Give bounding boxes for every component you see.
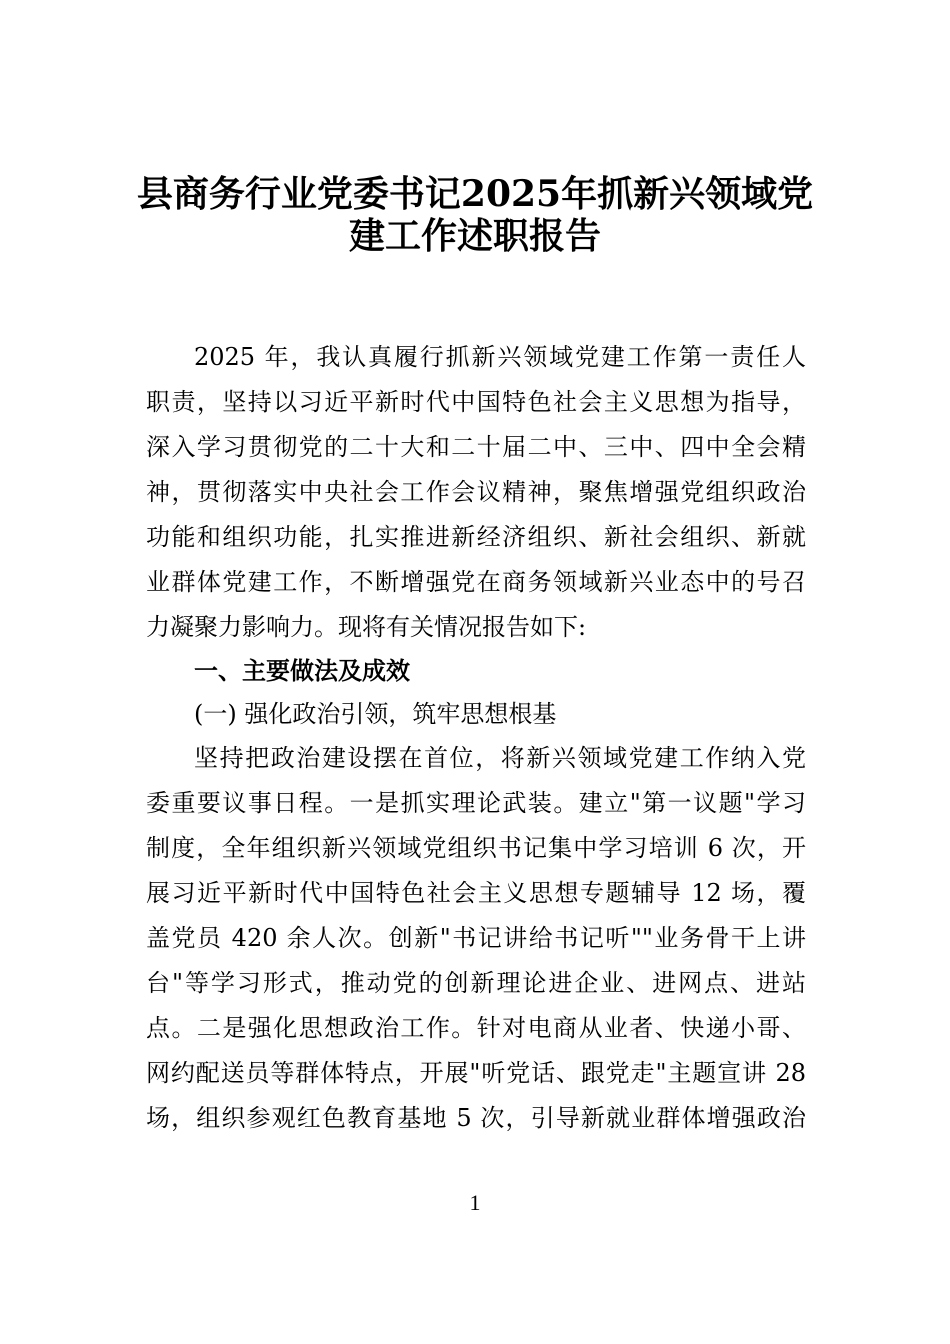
intro-paragraph-line: 2025 年，我认真履行抓新兴领域党建工作第一责任人 bbox=[194, 343, 806, 371]
subsection-paragraph-line: 台"等学习形式，推动党的创新理论进企业、进网点、进站 bbox=[146, 969, 806, 997]
subsection-paragraph-line: 坚持把政治建设摆在首位，将新兴领域党建工作纳入党 bbox=[194, 744, 806, 772]
subsection-paragraph-line: 制度，全年组织新兴领域党组织书记集中学习培训 6 次，开 bbox=[146, 834, 806, 862]
subsection-paragraph-line: 点。二是强化思想政治工作。针对电商从业者、快递小哥、 bbox=[146, 1014, 806, 1042]
subsection-paragraph-line: 盖党员 420 余人次。创新"书记讲给书记听""业务骨干上讲 bbox=[146, 924, 806, 952]
intro-paragraph-line: 业群体党建工作，不断增强党在商务领域新兴业态中的号召 bbox=[146, 568, 806, 596]
subsection-heading-1: (一) 强化政治引领，筑牢思想根基 bbox=[194, 700, 557, 728]
intro-paragraph-line: 力凝聚力影响力。现将有关情况报告如下: bbox=[146, 613, 587, 641]
section-heading-1: 一、主要做法及成效 bbox=[194, 657, 410, 685]
subsection-paragraph-line: 委重要议事日程。一是抓实理论武装。建立"第一议题"学习 bbox=[146, 789, 806, 817]
intro-paragraph-line: 功能和组织功能，扎实推进新经济组织、新社会组织、新就 bbox=[146, 523, 806, 551]
subsection-paragraph-line: 展习近平新时代中国特色社会主义思想专题辅导 12 场，覆 bbox=[146, 879, 806, 907]
page-number: 1 bbox=[469, 1190, 481, 1215]
subsection-paragraph-line: 网约配送员等群体特点，开展"听党话、跟党走"主题宣讲 28 bbox=[146, 1059, 806, 1087]
document-title-line-2: 建工作述职报告 bbox=[348, 215, 601, 257]
intro-paragraph-line: 深入学习贯彻党的二十大和二十届二中、三中、四中全会精 bbox=[146, 433, 806, 461]
subsection-paragraph-line: 场，组织参观红色教育基地 5 次，引导新就业群体增强政治 bbox=[146, 1104, 806, 1132]
intro-paragraph-line: 职责，坚持以习近平新时代中国特色社会主义思想为指导， bbox=[146, 388, 806, 416]
intro-paragraph-line: 神，贯彻落实中央社会工作会议精神，聚焦增强党组织政治 bbox=[146, 478, 806, 506]
document-title-line-1: 县商务行业党委书记2025年抓新兴领域党 bbox=[136, 173, 814, 215]
